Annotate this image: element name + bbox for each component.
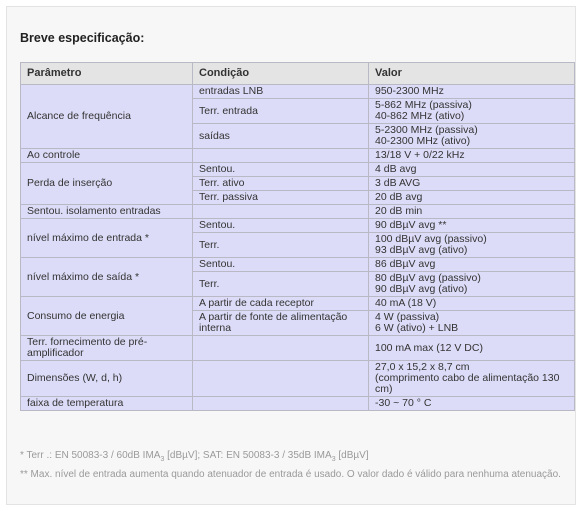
table-row — [21, 205, 575, 219]
table-header-row — [21, 63, 575, 85]
table-row — [21, 163, 575, 177]
condition-cell — [193, 336, 369, 361]
footnote-1-text-a: * Terr .: EN 50083-3 / 60dB IMA — [20, 450, 161, 461]
table-row — [21, 397, 575, 411]
header-value: Valor — [369, 63, 575, 85]
footnote-1 — [20, 450, 570, 467]
param-cell: Ao controle — [21, 149, 193, 163]
param-cell: Perda de inserção — [21, 163, 193, 205]
footnote-1-text-b: [dBµV]; SAT: EN 50083-3 / 35dB IMA — [164, 450, 332, 461]
condition-cell: Sentou. — [193, 219, 369, 233]
value-cell: 27,0 x 15,2 x 8,7 cm (comprimento cabo de alimentação 130 cm) — [369, 361, 575, 397]
condition-cell: saídas — [193, 124, 369, 149]
value-cell: 80 dBµV avg (passivo) 90 dBµV avg (ativo) — [369, 272, 575, 297]
value-cell: 90 dBµV avg ** — [369, 219, 575, 233]
param-cell: Terr. fornecimento de pré-amplificador — [21, 336, 193, 361]
value-cell: 950-2300 MHz — [369, 85, 575, 99]
table-row — [21, 85, 575, 99]
footnote-2: ** Max. nível de entrada aumenta quando atenuador de entrada é usado. O valor dado é válido para nenhuma atenuação. — [20, 468, 561, 480]
header-parameter: Parâmetro — [21, 63, 193, 85]
spec-panel — [6, 6, 576, 505]
param-cell: nível máximo de entrada * — [21, 219, 193, 258]
value-cell: 20 dB avg — [369, 191, 575, 205]
value-cell: 5-2300 MHz (passiva) 40-2300 MHz (ativo) — [369, 124, 575, 149]
condition-cell: A partir de cada receptor — [193, 297, 369, 311]
value-cell: 4 dB avg — [369, 163, 575, 177]
value-cell: 3 dB AVG — [369, 177, 575, 191]
condition-cell: Terr. passiva — [193, 191, 369, 205]
table-row — [21, 219, 575, 233]
value-cell: 5-862 MHz (passiva) 40-862 MHz (ativo) — [369, 99, 575, 124]
value-cell: 4 W (passiva) 6 W (ativo) + LNB — [369, 311, 575, 336]
param-cell: Consumo de energia — [21, 297, 193, 336]
table-row — [21, 336, 575, 361]
table-row — [21, 297, 575, 311]
footnotes — [20, 450, 570, 483]
table-row — [21, 149, 575, 163]
value-cell: 20 dB min — [369, 205, 575, 219]
section-heading: Breve especificação: — [20, 31, 145, 45]
value-cell: 100 dBµV avg (passivo) 93 dBµV avg (ativo) — [369, 233, 575, 258]
condition-cell — [193, 397, 369, 411]
param-cell: nível máximo de saída * — [21, 258, 193, 297]
header-condition: Condição — [193, 63, 369, 85]
condition-cell — [193, 149, 369, 163]
param-cell: Sentou. isolamento entradas — [21, 205, 193, 219]
spec-table — [20, 62, 575, 411]
value-cell: 13/18 V + 0/22 kHz — [369, 149, 575, 163]
footnote-1-text-c: [dBµV] — [335, 450, 369, 461]
param-cell: Alcance de frequência — [21, 85, 193, 149]
condition-cell: Terr. entrada — [193, 99, 369, 124]
table-row — [21, 361, 575, 397]
value-cell: -30 ~ 70 ° C — [369, 397, 575, 411]
condition-cell: A partir de fonte de alimentação interna — [193, 311, 369, 336]
condition-cell: Sentou. — [193, 163, 369, 177]
param-cell: Dimensões (W, d, h) — [21, 361, 193, 397]
condition-cell — [193, 361, 369, 397]
value-cell: 40 mA (18 V) — [369, 297, 575, 311]
footnote-1-subscript: 3 — [160, 456, 165, 463]
condition-cell: entradas LNB — [193, 85, 369, 99]
condition-cell — [193, 205, 369, 219]
condition-cell: Terr. — [193, 233, 369, 258]
footnote-1-subscript: 3 — [331, 456, 336, 463]
table-row — [21, 258, 575, 272]
condition-cell: Sentou. — [193, 258, 369, 272]
condition-cell: Terr. ativo — [193, 177, 369, 191]
param-cell: faixa de temperatura — [21, 397, 193, 411]
value-cell: 100 mA max (12 V DC) — [369, 336, 575, 361]
value-cell: 86 dBµV avg — [369, 258, 575, 272]
condition-cell: Terr. — [193, 272, 369, 297]
